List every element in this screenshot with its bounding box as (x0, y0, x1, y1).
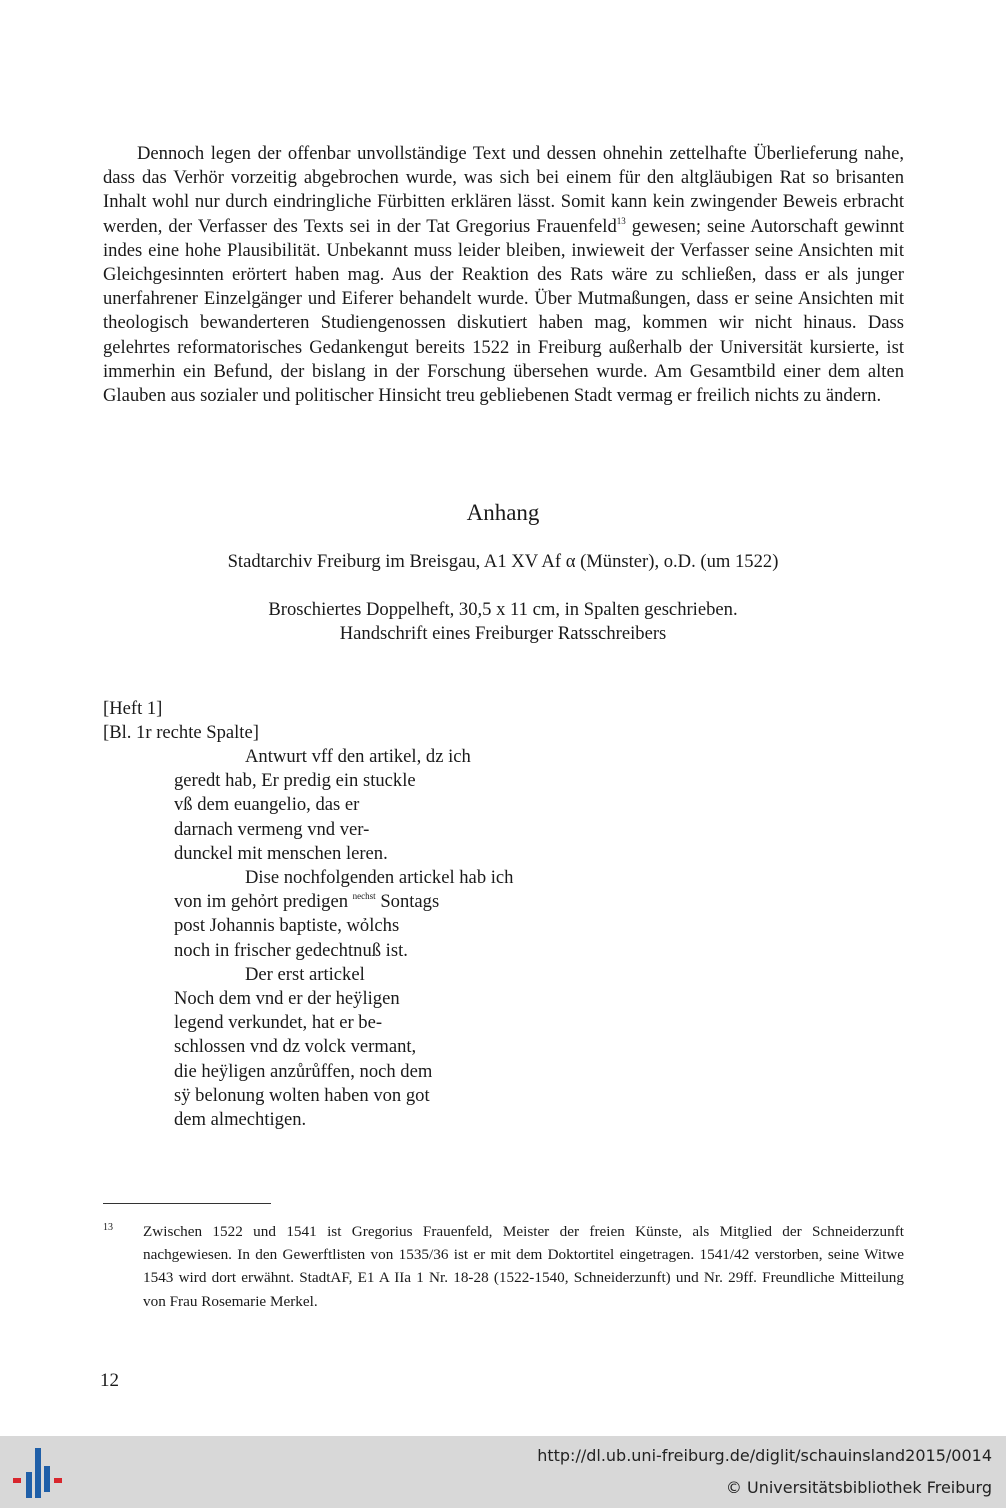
transcription-line: Antwurt vff den artikel, dz ich (245, 746, 471, 767)
source-location (103, 697, 259, 745)
transcription-line: dem almechtigen. (174, 1109, 307, 1131)
copyright-notice: © Universitätsbibliothek Freiburg (725, 1478, 992, 1497)
interlinear-insertion: nechst (352, 891, 376, 902)
transcription-line: geredt hab, Er predig ein stuckle (174, 770, 416, 792)
body-paragraph (103, 142, 904, 408)
transcription (174, 745, 513, 1132)
transcription-line: Dise nochfolgenden artickel hab ich (245, 867, 514, 889)
column-label: [Bl. 1r rechte Spalte] (103, 722, 259, 743)
library-logo-icon (12, 1446, 64, 1500)
page-number: 12 (100, 1370, 119, 1391)
viewer-footer-bar (0, 1436, 1006, 1508)
footnote-number: 13 (103, 1222, 113, 1233)
transcription-text: von im gehỏrt predigen (174, 891, 353, 913)
transcription-line: Der erst artickel (245, 963, 365, 985)
transcription-line: darnach vermeng vnd ver- (174, 818, 370, 840)
transcription-line (174, 890, 513, 914)
transcription-line: sÿ belonung wolten haben von got (174, 1084, 430, 1106)
transcription-line: vß dem euangelio, das er (174, 794, 360, 816)
description-line-2: Handschrift eines Freiburger Ratsschreibers (339, 623, 667, 645)
transcription-line: noch in frischer gedechtnuß ist. (174, 939, 408, 961)
footnote-reference[interactable]: 13 (616, 215, 626, 226)
transcription-line: post Johannis baptiste, wỏlchs (174, 915, 400, 937)
paragraph-text-part2: gewesen; seine Autorschaft gewinnt indes eine hohe Plausibilität. Unbekannt muss leider bleiben, inwieweit der Verfasser seine Ansichten mit Gleichgesinnten erörtert haben mag. Aus der Reaktion des Rats wäre zu schließen, dass er als junger unerfahrener Einzelgänger und Eiferer behandelt wurde. Über Mutmaßungen, dass er seine Ansichten mit theologisch bewanderteren Studiengenossen diskutiert haben mag, kommen wir nicht hinaus. Dass gelehrtes reformatorisches Gedankengut bereits 1522 in Freiburg außerhalb der Universität kursierte, ist immerhin ein Befund, der bislang in der Forschung übersehen wurde. Am Gesamtbild einer dem alten Glauben aus sozialer und politischer Hinsicht treu gebliebenen Stadt vermag er freilich nichts zu ändern. (103, 215, 904, 407)
transcription-line: dunckel mit menschen leren. (174, 842, 388, 864)
footnote (103, 1220, 904, 1313)
transcription-line: Noch dem vnd er der heÿligen (174, 988, 400, 1010)
description-line-1: Broschiertes Doppelheft, 30,5 x 11 cm, in Spalten geschrieben. (268, 599, 738, 620)
transcription-line: schlossen vnd dz volck vermant, (174, 1036, 417, 1058)
transcription-line: legend verkundet, hat er be- (174, 1012, 383, 1034)
document-url-link[interactable]: http://dl.ub.uni-freiburg.de/diglit/schauinsland2015/0014 (537, 1446, 992, 1465)
paragraph-text-part1: Dennoch legen der offenbar unvollständige Text und dessen ohnehin zettelhafte Überlieferung nahe, dass das Verhör vorzeitig abgebrochen wurde, was sich bei einem für den altgläubigen Rat so brisanten Inhalt wohl nur durch eindringliche Fürbitten erklären lässt. Somit kann kein zwingender Beweis erbracht werden, der Verfasser des Texts sei in der Tat Gregorius Frauenfeld (103, 143, 904, 237)
transcription-text: Sontags (375, 891, 440, 913)
footnote-text: Zwischen 1522 und 1541 ist Gregorius Frauenfeld, Meister der freien Künste, als Mitglied der Schneiderzunft nachgewiesen. In den Gewerftlisten von 1535/36 ist er mit dem Doktortitel eingetragen. 1541/42 verstorben, seine Witwe 1543 wird dort erwähnt. StadtAF, E1 A IIa 1 Nr. 18-28 (1522-1540, Schneiderzunft) und Nr. 29ff. Freundliche Mitteilung von Frau Rosemarie Merkel. (143, 1223, 904, 1310)
heft-label: [Heft 1] (103, 698, 163, 719)
manuscript-description (0, 598, 1006, 646)
appendix-heading: Anhang (466, 500, 540, 525)
footnote-divider (103, 1203, 271, 1204)
archive-reference: Stadtarchiv Freiburg im Breisgau, A1 XV Af α (Münster), o.D. (um 1522) (227, 551, 779, 572)
transcription-line: die heÿligen anzůrůffen, noch dem (174, 1060, 433, 1082)
